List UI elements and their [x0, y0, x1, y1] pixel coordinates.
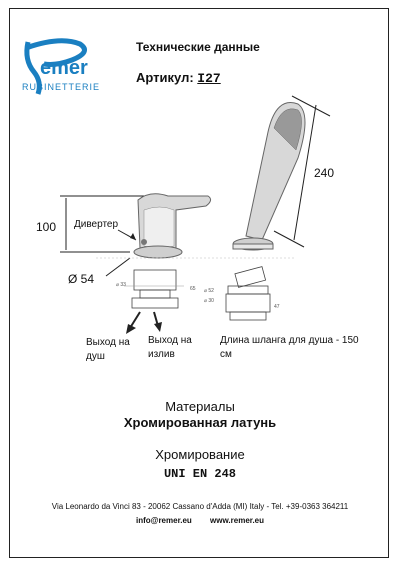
dim-length: 240: [314, 166, 335, 180]
label-diverter: Дивертер: [74, 219, 119, 230]
footer-address: Via Leonardo da Vinci 83 - 20062 Cassano d'Adda (MI) Italy - Tel. +39-0363 364211: [51, 502, 349, 511]
materials-title: Материалы: [165, 399, 235, 414]
dim-height: 100: [36, 220, 57, 234]
svg-text:47: 47: [274, 304, 280, 310]
dim-diameter: Ø 54: [68, 272, 95, 286]
brand-subtitle: RUBINETTERIE: [22, 82, 101, 92]
article-label: Артикул:: [136, 70, 194, 85]
chrome-title: Хромирование: [155, 447, 245, 462]
footer-email[interactable]: info@remer.eu: [135, 516, 192, 525]
svg-text:emer: emer: [40, 57, 88, 79]
label-out-spout: Выход на излив: [148, 335, 192, 360]
footer-web[interactable]: www.remer.eu: [210, 516, 264, 525]
svg-text:⌀ 33: ⌀ 33: [116, 282, 126, 288]
footer-contacts: [0, 516, 400, 525]
materials-value: Хромированная латунь: [123, 415, 277, 430]
page-title: Технические данные: [136, 40, 260, 54]
svg-text:⌀ 52: ⌀ 52: [204, 288, 214, 294]
label-out-shower: Выход на душ: [86, 337, 130, 362]
chrome-value: UNI EN 248: [163, 467, 236, 481]
svg-text:⌀ 30: ⌀ 30: [204, 298, 214, 304]
article-code: I27: [197, 71, 221, 86]
svg-text:65: 65: [190, 286, 196, 292]
label-hose-length: Длина шланга для душа - 150 см: [220, 335, 359, 360]
